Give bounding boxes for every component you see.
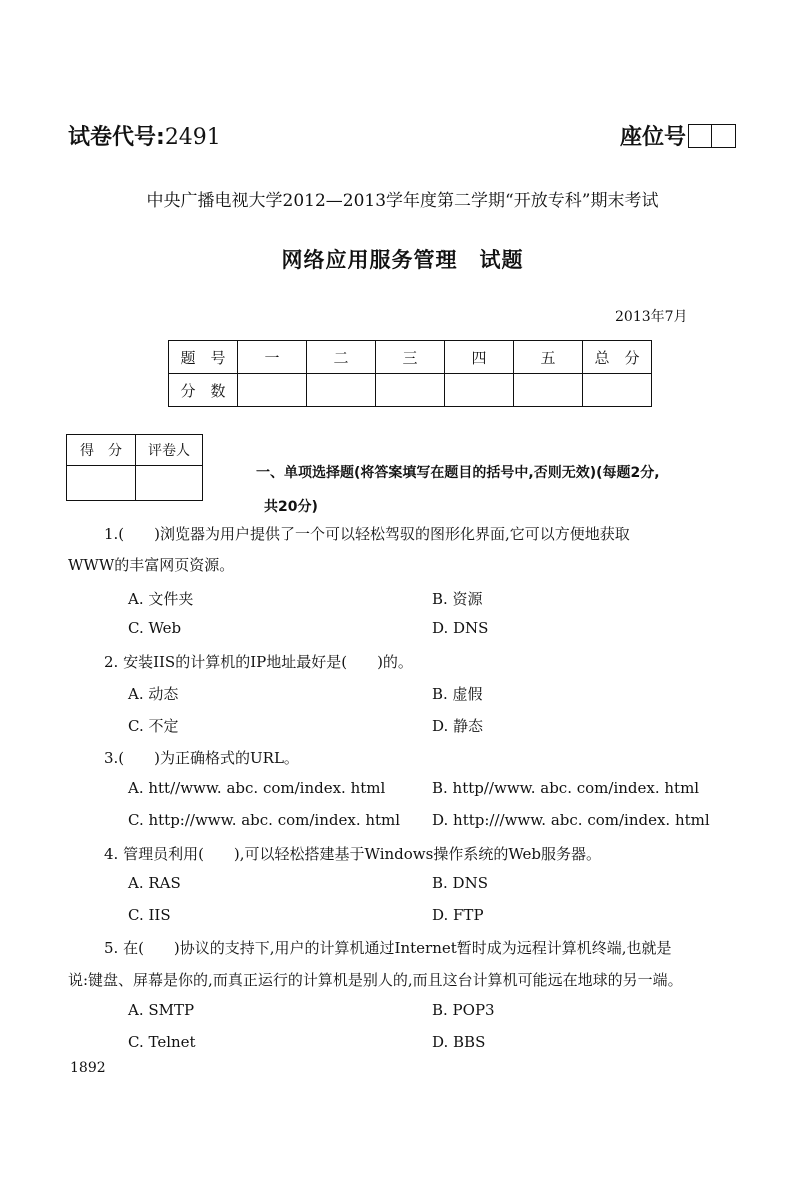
question-5-option-a: A. SMTP xyxy=(128,1001,195,1019)
question-2-option-a: A. 动态 xyxy=(128,685,179,703)
question-4-option-d: D. FTP xyxy=(432,906,484,924)
exam-subtitle: 中央广播电视大学2012—2013学年度第二学期“开放专科”期末考试 xyxy=(146,191,659,211)
question-5-option-c: C. Telnet xyxy=(128,1033,196,1051)
question-4-option-c: C. IIS xyxy=(128,906,171,924)
question-3-stem: 3.( )为正确格式的URL。 xyxy=(104,749,299,767)
exam-title: 网络应用服务管理 试题 xyxy=(281,248,524,272)
score-cell xyxy=(307,374,376,407)
paper-code xyxy=(68,120,221,151)
question-1-option-c: C. Web xyxy=(128,619,182,637)
paper-code-value: 2491 xyxy=(164,125,221,150)
question-2-option-b: B. 虚假 xyxy=(432,685,483,703)
question-2-option-d: D. 静态 xyxy=(432,717,484,735)
score-cell xyxy=(376,374,445,407)
question-5-stem-cont: 说:键盘、屏幕是你的,而真正运行的计算机是别人的,而且这台计算机可能远在地球的另一端。 xyxy=(68,971,683,989)
grader-score-label: 得 分 xyxy=(67,435,136,466)
section-heading-line1: 一、单项选择题(将答案填写在题目的括号中,否则无效)(每题2分, xyxy=(256,465,660,481)
seat-box xyxy=(688,124,712,148)
grader-name-cell xyxy=(136,466,203,501)
section-heading xyxy=(256,456,776,524)
score-header-cell: 四 xyxy=(445,341,514,374)
seat-number-label: 座位号 xyxy=(620,125,687,150)
question-2-stem: 2. 安装IIS的计算机的IP地址最好是( )的。 xyxy=(104,653,413,671)
question-3-option-d: D. http:///www. abc. com/index. html xyxy=(432,811,710,829)
score-cell xyxy=(445,374,514,407)
question-5-option-d: D. BBS xyxy=(432,1033,486,1051)
score-header-cell: 五 xyxy=(514,341,583,374)
exam-date: 2013年7月 xyxy=(615,309,688,325)
question-3-option-b: B. http//www. abc. com/index. html xyxy=(432,779,700,797)
score-table xyxy=(168,340,652,407)
score-table-score-row xyxy=(169,374,652,407)
question-1-stem-cont: WWW的丰富网页资源。 xyxy=(68,556,235,574)
question-3-option-a: A. htt//www. abc. com/index. html xyxy=(128,779,386,797)
question-4-option-b: B. DNS xyxy=(432,874,488,892)
section-heading-line2: 共20分) xyxy=(264,499,318,515)
score-header-cell: 二 xyxy=(307,341,376,374)
question-2-option-c: C. 不定 xyxy=(128,717,179,735)
score-cell xyxy=(583,374,652,407)
score-header-cell: 总 分 xyxy=(583,341,652,374)
score-cell xyxy=(238,374,307,407)
question-5-stem: 5. 在( )协议的支持下,用户的计算机通过Internet暂时成为远程计算机终端,也就是 xyxy=(104,939,672,957)
score-header-cell: 题 号 xyxy=(169,341,238,374)
question-5-option-b: B. POP3 xyxy=(432,1001,495,1019)
question-4-option-a: A. RAS xyxy=(128,874,181,892)
score-header-cell: 三 xyxy=(376,341,445,374)
score-header-cell: 一 xyxy=(238,341,307,374)
paper-code-label: 试卷代号: xyxy=(68,125,165,150)
grader-score-cell xyxy=(67,466,136,501)
page-number: 1892 xyxy=(70,1060,106,1076)
seat-number xyxy=(620,120,736,151)
grader-table xyxy=(66,434,203,501)
score-row-label: 分 数 xyxy=(169,374,238,407)
question-1-option-d: D. DNS xyxy=(432,619,489,637)
question-3-option-c: C. http://www. abc. com/index. html xyxy=(128,811,401,829)
grader-name-label: 评卷人 xyxy=(136,435,203,466)
seat-number-boxes xyxy=(688,124,736,148)
seat-box xyxy=(712,124,736,148)
score-table-header-row xyxy=(169,341,652,374)
score-cell xyxy=(514,374,583,407)
question-1-stem: 1.( )浏览器为用户提供了一个可以轻松驾驭的图形化界面,它可以方便地获取 xyxy=(104,525,630,543)
question-1-option-a: A. 文件夹 xyxy=(128,590,194,608)
question-1-option-b: B. 资源 xyxy=(432,590,483,608)
question-4-stem: 4. 管理员利用( ),可以轻松搭建基于Windows操作系统的Web服务器。 xyxy=(104,845,602,863)
